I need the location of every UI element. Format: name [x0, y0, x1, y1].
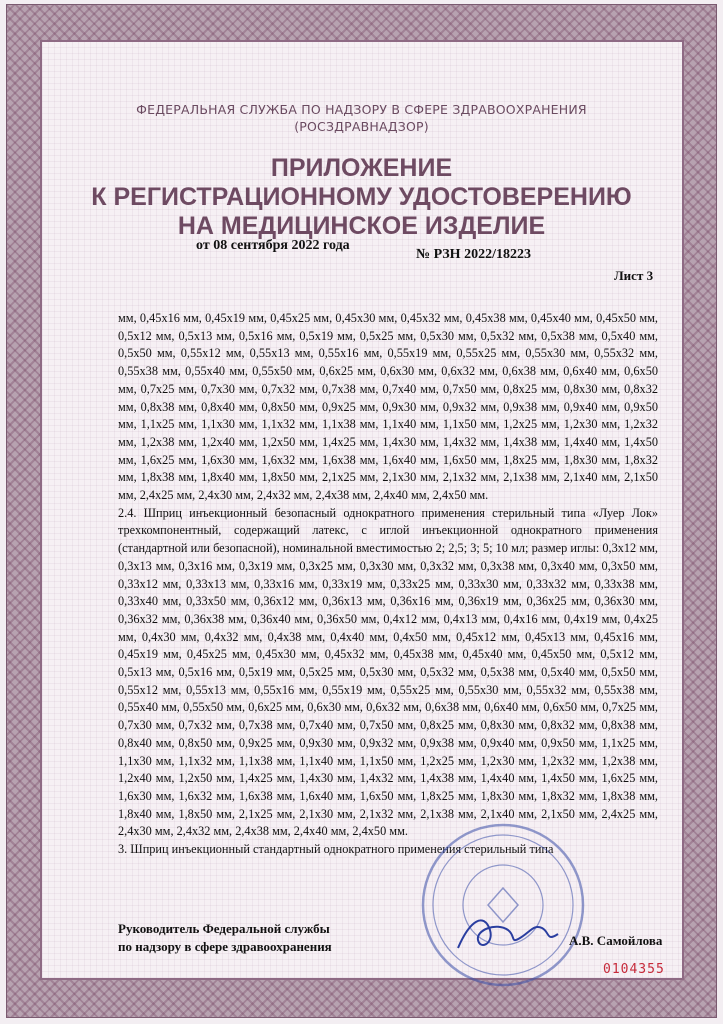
serial-number: 0104355 [603, 962, 665, 977]
agency-name: ФЕДЕРАЛЬНАЯ СЛУЖБА ПО НАДЗОРУ В СФЕРЕ ЗДРАВООХРАНЕНИЯ [136, 102, 587, 117]
body-paragraph: 2.4. Шприц инъекционный безопасный однократного применения стерильный типа «Луер Лок» трехкомпонентный, содержащий латекс, с иглой инъекционной однократного применения (стандартной или безопасной), номинальной вместимостью 2; 2,5; 3; 5; 10 мл; размер иглы: 0,3х12 мм, 0,3х13 мм, 0,3х16 мм, 0,3х19 мм, 0,3х25 мм, 0,3х30 мм, 0,3х32 мм, 0,3х38 мм, 0,3х40 мм, 0,3х50 мм, 0,33х12 мм, 0,33х13 мм, 0,33х16 мм, 0,33х19 мм, 0,33х25 мм, 0,33х30 мм, 0,33х32 мм, 0,33х38 мм, 0,33х40 мм, 0,33х50 мм, 0,36х12 мм, 0,36х13 мм, 0,36х16 мм, 0,36х19 мм, 0,36х25 мм, 0,36х30 мм, 0,36х32 мм, 0,36х38 мм, 0,36х40 мм, 0,36х50 мм, 0,4х12 мм, 0,4х13 мм, 0,4х16 мм, 0,4х19 мм, 0,4х25 мм, 0,4х30 мм, 0,4х32 мм, 0,4х38 мм, 0,4х40 мм, 0,4х50 мм, 0,45х12 мм, 0,45х13 мм, 0,45х16 мм, 0,45х19 мм, 0,45х25 мм, 0,45х30 мм, 0,45х32 мм, 0,45х38 мм, 0,45х40 мм, 0,45х50 мм, 0,5х12 мм, 0,5х13 мм, 0,5х16 мм, 0,5х19 мм, 0,5х25 мм, 0,5х30 мм, 0,5х32 мм, 0,5х38 мм, 0,5х40 мм, 0,5х50 мм, 0,55х12 мм, 0,55х13 мм, 0,55х16 мм, 0,55х19 мм, 0,55х25 мм, 0,55х30 мм, 0,55х32 мм, 0,55х38 мм, 0,55х40 мм, 0,55х50 мм, 0,6х25 мм, 0,6х30 мм, 0,6х32 мм, 0,6х38 мм, 0,6х40 мм, 0,6х50 мм, 0,7х25 мм, 0,7х30 мм, 0,7х32 мм, 0,7х38 мм, 0,7х40 мм, 0,7х50 мм, 0,8х25 мм, 0,8х30 мм, 0,8х32 мм, 0,8х38 мм, 0,8х40 мм, 0,8х50 мм, 0,9х25 мм, 0,9х30 мм, 0,9х32 мм, 0,9х38 мм, 0,9х40 мм, 0,9х50 мм, 1,1х25 мм, 1,1х30 мм, 1,1х32 мм, 1,1х38 мм, 1,1х40 мм, 1,1х50 мм, 1,2х25 мм, 1,2х30 мм, 1,2х32 мм, 1,2х38 мм, 1,2х40 мм, 1,2х50 мм, 1,4х25 мм, 1,4х30 мм, 1,4х32 мм, 1,4х38 мм, 1,4х40 мм, 1,4х50 мм, 1,6х25 мм, 1,6х30 мм, 1,6х32 мм, 1,6х38 мм, 1,6х40 мм, 1,6х50 мм, 1,8х25 мм, 1,8х30 мм, 1,8х32 мм, 1,8х38 мм, 1,8х40 мм, 1,8х50 мм, 2,1х25 мм, 2,1х30 мм, 2,1х32 мм, 2,1х38 мм, 2,1х40 мм, 2,1х50 мм, 2,4х25 мм, 2,4х30 мм, 2,4х32 мм, 2,4х38 мм, 2,4х40 мм, 2,4х50 мм. [118, 505, 658, 839]
signatory-name: А.В. Самойлова [569, 933, 663, 948]
body-paragraph: 3. Шприц инъекционный стандартный однократного применения стерильный типа [118, 842, 554, 857]
document-subtitle-2: НА МЕДИЦИНСКОЕ ИЗДЕЛИЕ [177, 212, 546, 240]
agency-abbreviation: (РОСЗДРАВНАДЗОР) [294, 119, 429, 134]
document-body [118, 310, 658, 859]
registration-number: № РЗН 2022/18223 [416, 247, 531, 262]
body-paragraph: мм, 0,45х16 мм, 0,45х19 мм, 0,45х25 мм, 0,45х30 мм, 0,45х32 мм, 0,45х38 мм, 0,45х40 мм, 0,45х50 мм, 0,5х12 мм, 0,5х13 мм, 0,5х16 мм, 0,5х19 мм, 0,5х25 мм, 0,5х30 мм, 0,5х32 мм, 0,5х38 мм, 0,5х40 мм, 0,5х50 мм, 0,55х12 мм, 0,55х13 мм, 0,55х16 мм, 0,55х19 мм, 0,55х25 мм, 0,55х30 мм, 0,55х32 мм, 0,55х38 мм, 0,55х40 мм, 0,55х50 мм, 0,6х25 мм, 0,6х30 мм, 0,6х32 мм, 0,6х38 мм, 0,6х40 мм, 0,6х50 мм, 0,7х25 мм, 0,7х30 мм, 0,7х32 мм, 0,7х38 мм, 0,7х40 мм, 0,7х50 мм, 0,8х25 мм, 0,8х30 мм, 0,8х32 мм, 0,8х38 мм, 0,8х40 мм, 0,8х50 мм, 0,9х25 мм, 0,9х30 мм, 0,9х32 мм, 0,9х38 мм, 0,9х40 мм, 0,9х50 мм, 1,1х25 мм, 1,1х30 мм, 1,1х32 мм, 1,1х38 мм, 1,1х40 мм, 1,1х50 мм, 1,2х25 мм, 1,2х30 мм, 1,2х32 мм, 1,2х38 мм, 1,2х40 мм, 1,2х50 мм, 1,4х25 мм, 1,4х30 мм, 1,4х32 мм, 1,4х38 мм, 1,4х40 мм, 1,4х50 мм, 1,6х25 мм, 1,6х30 мм, 1,6х32 мм, 1,6х38 мм, 1,6х40 мм, 1,6х50 мм, 1,8х25 мм, 1,8х30 мм, 1,8х32 мм, 1,8х38 мм, 1,8х40 мм, 1,8х50 мм, 2,1х25 мм, 2,1х30 мм, 2,1х32 мм, 2,1х38 мм, 2,1х40 мм, 2,1х50 мм, 2,4х25 мм, 2,4х30 мм, 2,4х32 мм, 2,4х38 мм, 2,4х40 мм, 2,4х50 мм. [118, 311, 658, 503]
signatory-title-line: Руководитель Федеральной службы [118, 921, 330, 936]
sheet-number: Лист 3 [614, 268, 654, 283]
signatory-title-line: по надзору в сфере здравоохранения [118, 939, 332, 954]
signatory-title [118, 920, 332, 956]
document-title: ПРИЛОЖЕНИЕ [270, 154, 453, 182]
issue-date: от 08 сентября 2022 года [196, 238, 350, 253]
signature-icon [450, 900, 570, 960]
document-subtitle-1: К РЕГИСТРАЦИОННОМУ УДОСТОВЕРЕНИЮ [91, 183, 632, 211]
